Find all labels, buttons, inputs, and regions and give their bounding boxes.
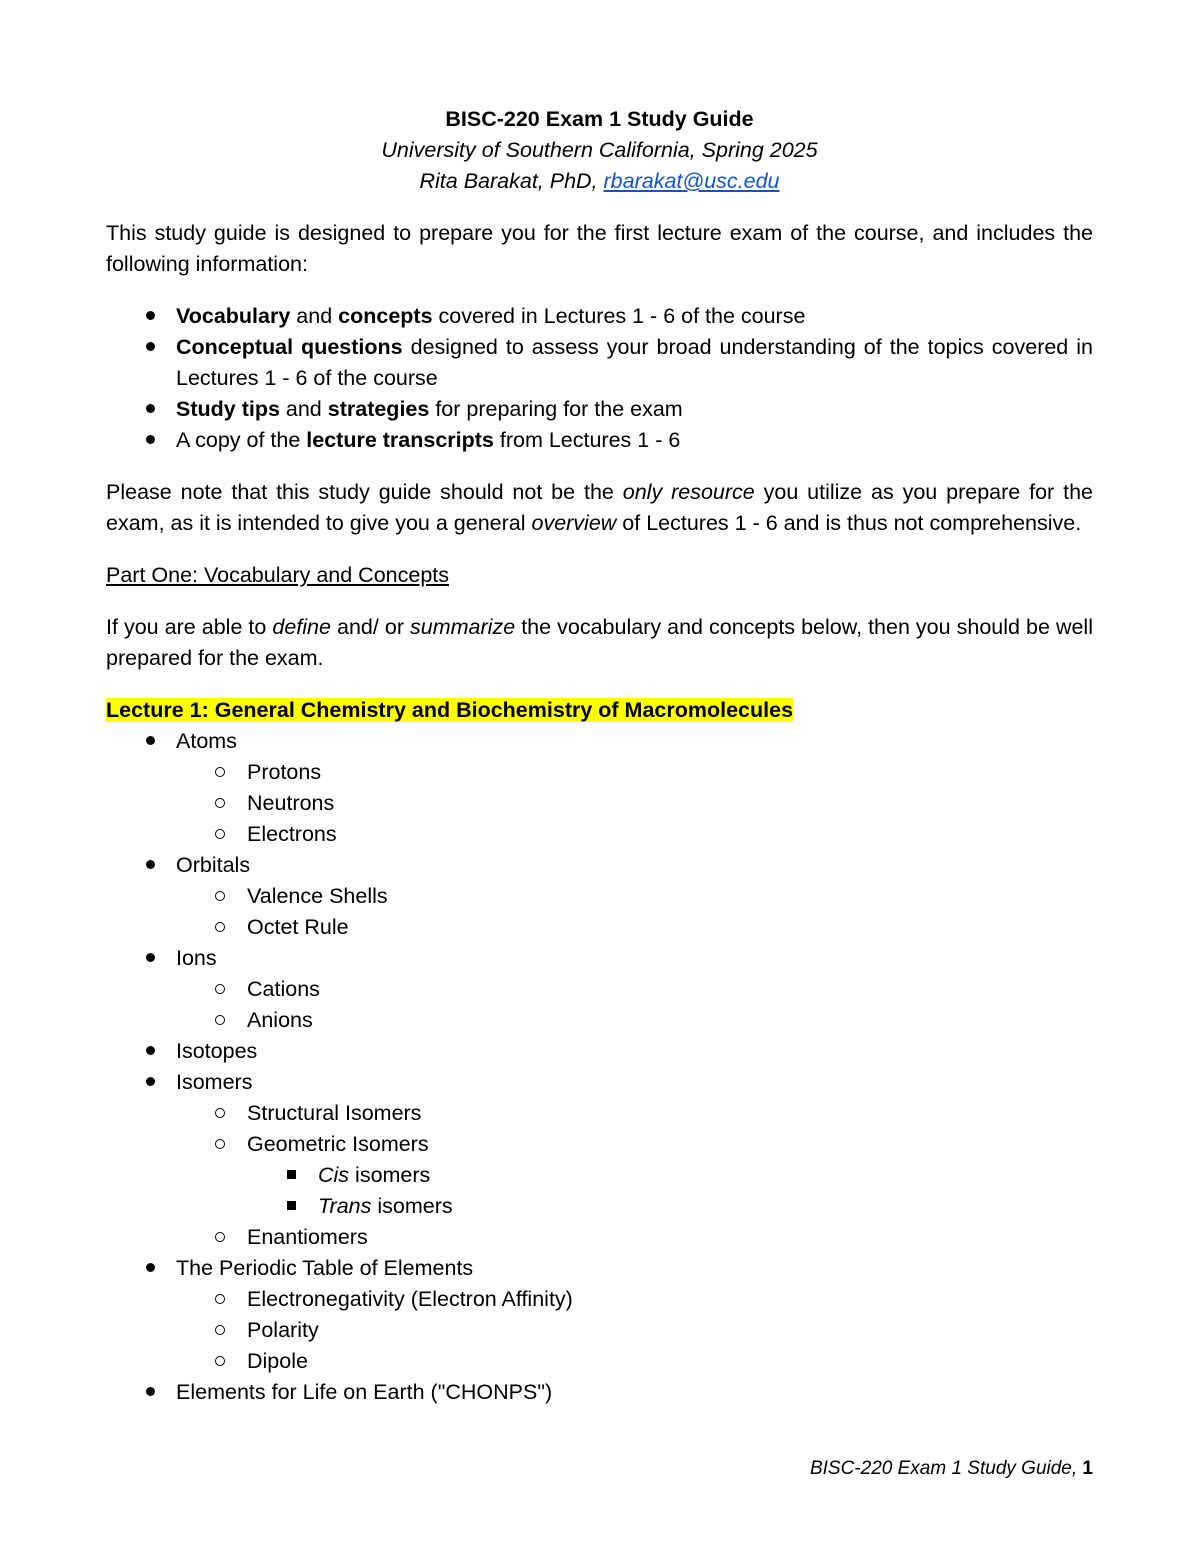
list-item: Valence Shells	[106, 881, 1093, 912]
bullet-square-icon	[287, 1170, 296, 1179]
list-item: Trans isomers	[106, 1191, 1093, 1222]
list-item: Polarity	[106, 1315, 1093, 1346]
list-item: Cis isomers	[106, 1160, 1093, 1191]
bullet-dot-icon	[146, 953, 155, 962]
list-item: Structural Isomers	[106, 1098, 1093, 1129]
document-page	[106, 104, 1093, 1408]
list-item: Vocabulary and concepts covered in Lectures 1 - 6 of the course	[106, 301, 1093, 332]
lecture-1-list	[106, 726, 1093, 1408]
bullet-dot-icon	[146, 736, 155, 745]
bullet-dot-icon	[146, 1077, 155, 1086]
bullet-square-icon	[287, 1201, 296, 1210]
list-item: Enantiomers	[106, 1222, 1093, 1253]
list-item: Elements for Life on Earth ("CHONPS")	[106, 1377, 1093, 1408]
institution-line: University of Southern California, Spring 2025	[381, 138, 818, 162]
list-item: Electronegativity (Electron Affinity)	[106, 1284, 1093, 1315]
list-item: Orbitals	[106, 850, 1093, 881]
bullet-circle-icon	[215, 829, 225, 839]
bullet-dot-icon	[146, 1046, 155, 1055]
bullet-circle-icon	[215, 1294, 225, 1304]
bullet-circle-icon	[215, 1356, 225, 1366]
bullet-circle-icon	[215, 1015, 225, 1025]
bullet-circle-icon	[215, 1139, 225, 1149]
bullet-dot-icon	[146, 860, 155, 869]
bullet-dot-icon	[146, 435, 155, 444]
author-email-link[interactable]: rbarakat@usc.edu	[603, 169, 780, 193]
list-item: Atoms	[106, 726, 1093, 757]
bullet-circle-icon	[215, 767, 225, 777]
bullet-dot-icon	[146, 311, 155, 320]
document-title: BISC-220 Exam 1 Study Guide	[445, 107, 754, 131]
bullet-dot-icon	[146, 1263, 155, 1272]
bullet-dot-icon	[146, 1387, 155, 1396]
list-item: Ions	[106, 943, 1093, 974]
list-item: Study tips and strategies for preparing for the exam	[106, 394, 1093, 425]
list-item: Electrons	[106, 819, 1093, 850]
bullet-circle-icon	[215, 891, 225, 901]
note-paragraph: Please note that this study guide should not be the only resource you utilize as you prepare for the exam, as it is intended to give you a general overview of Lectures 1 - 6 and is thus not comprehensive.	[106, 480, 1093, 535]
list-item: Conceptual questions designed to assess your broad understanding of the topics covered in Lectures 1 - 6 of the course	[106, 332, 1093, 394]
list-item: The Periodic Table of Elements	[106, 1253, 1093, 1284]
part-one-paragraph: If you are able to define and/ or summarize the vocabulary and concepts below, then you should be well prepared for the exam.	[106, 615, 1093, 670]
list-item: Cations	[106, 974, 1093, 1005]
list-item: Geometric Isomers	[106, 1129, 1093, 1160]
list-item: Octet Rule	[106, 912, 1093, 943]
part-one-heading: Part One: Vocabulary and Concepts	[106, 563, 450, 587]
bullet-circle-icon	[215, 984, 225, 994]
list-item: Anions	[106, 1005, 1093, 1036]
bullet-circle-icon	[215, 922, 225, 932]
list-item: Protons	[106, 757, 1093, 788]
bullet-dot-icon	[146, 404, 155, 413]
list-item: A copy of the lecture transcripts from Lectures 1 - 6	[106, 425, 1093, 456]
bullet-circle-icon	[215, 798, 225, 808]
author-line	[106, 166, 1093, 197]
list-item: Dipole	[106, 1346, 1093, 1377]
page-footer: BISC-220 Exam 1 Study Guide, 1	[809, 1458, 1093, 1479]
author-name: Rita Barakat, PhD,	[419, 169, 604, 193]
list-item: Isomers	[106, 1067, 1093, 1098]
page-number: 1	[1082, 1458, 1093, 1479]
lecture-1-heading: Lecture 1: General Chemistry and Biochemistry of Macromolecules	[106, 698, 794, 722]
bullet-circle-icon	[215, 1232, 225, 1242]
intro-list	[106, 301, 1093, 456]
bullet-dot-icon	[146, 342, 155, 351]
list-item: Neutrons	[106, 788, 1093, 819]
list-item: Isotopes	[106, 1036, 1093, 1067]
bullet-circle-icon	[215, 1108, 225, 1118]
bullet-circle-icon	[215, 1325, 225, 1335]
intro-paragraph: This study guide is designed to prepare you for the first lecture exam of the course, and includes the following information:	[106, 221, 1093, 276]
